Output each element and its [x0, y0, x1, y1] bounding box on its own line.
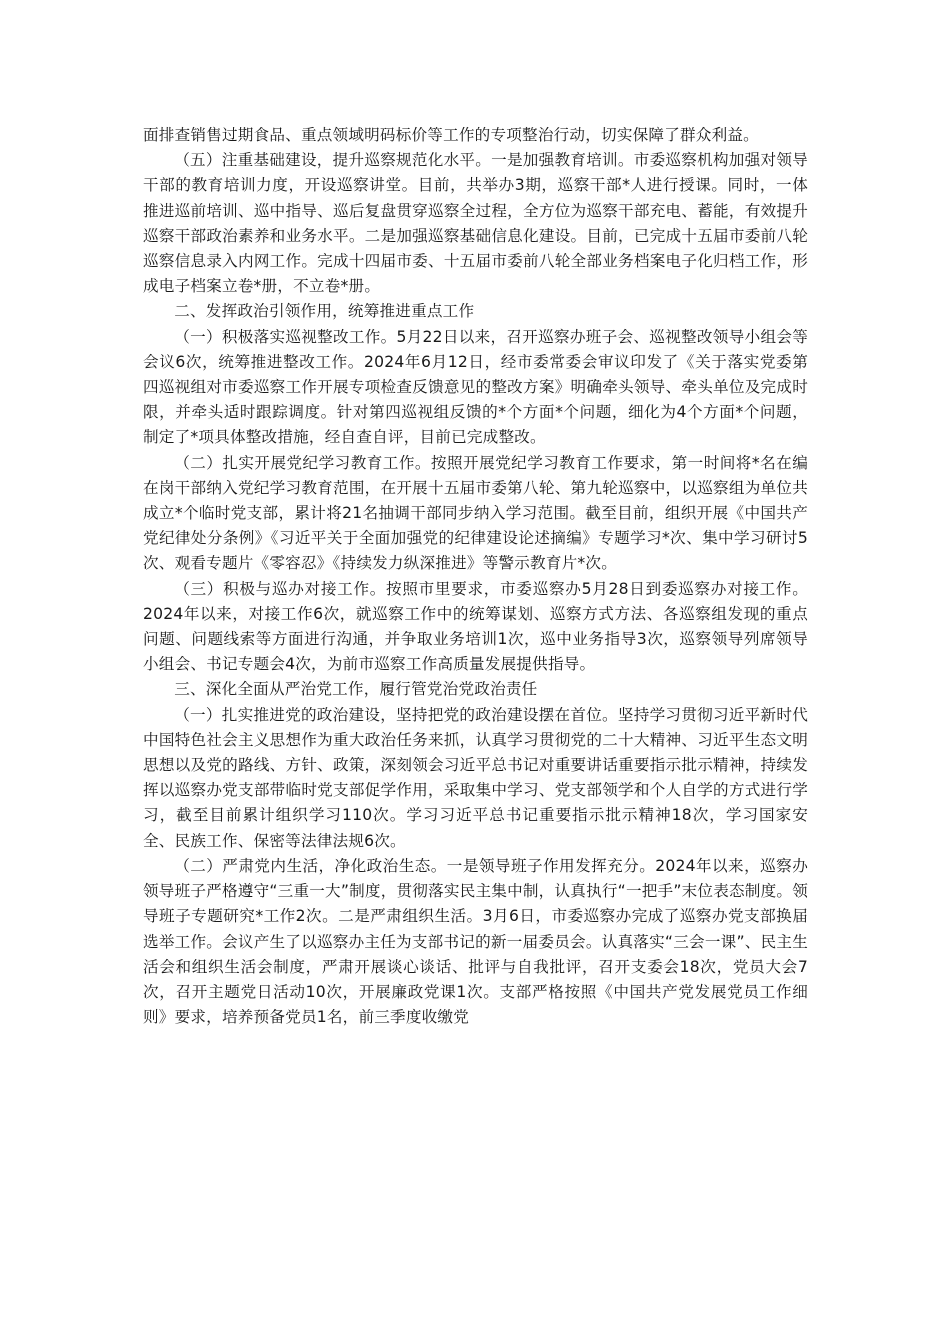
section-heading-2: 二、发挥政治引领作用，统筹推进重点工作: [174, 302, 475, 321]
paragraph-continuation: 面排查销售过期食品、重点领域明码标价等工作的专项整治行动，切实保障了群众利益。: [143, 126, 759, 144]
paragraph-liaison-work: （三）积极与巡办对接工作。按照市里要求，市委巡察办5月28日到委巡察办对接工作。2024年以来，对接工作6次，就巡察工作中的统筹谋划、巡察方式方法、各巡察组发现的重点问题、问题线索等方面进行沟通，并争取业务培训1次，巡中业务指导3次，巡察领导列席领导小组会、书记专题会4次，为前市巡察工作高质量发展提供指导。: [143, 579, 808, 674]
paragraph-discipline-education: （二）扎实开展党纪学习教育工作。按照开展党纪学习教育工作要求，第一时间将*名在编在岗干部纳入党纪学习教育范围，在开展十五届市委第八轮、第九轮巡察中，以巡察组为单位共成立*个临时党支部，累计将21名抽调干部同步纳入学习范围。截至目前，组织开展《中国共产党纪律处分条例》《习近平关于全面加强党的纪律建设论述摘编》专题学习*次、集中学习研讨5次、观看专题片《零容忍》《持续发力纵深推进》等警示教育片*次。: [143, 453, 808, 573]
paragraph-political-building: （一）扎实推进党的政治建设，坚持把党的政治建设摆在首位。坚持学习贯彻习近平新时代中国特色社会主义思想作为重大政治任务来抓，认真学习贯彻党的二十大精神、习近平生态文明思想以及党的路线、方针、政策，深刻领会习近平总书记对重要讲话重要指示批示精神，持续发挥以巡察办党支部带临时党支部促学作用，采取集中学习、党支部领学和个人自学的方式进行学习，截至目前累计组织学习110次。学习习近平总书记重要指示批示精神18次，学习国家安全、民族工作、保密等法律法规6次。: [143, 705, 808, 850]
section-heading-3: 三、深化全面从严治党工作，履行管党治党政治责任: [174, 680, 538, 699]
paragraph-party-life: （二）严肃党内生活，净化政治生态。一是领导班子作用发挥充分。2024年以来，巡察办领导班子严格遵守“三重一大”制度，贯彻落实民主集中制，认真执行“一把手”末位表态制度。领导班子专题研究*工作2次。二是严肃组织生活。3月6日，市委巡察办完成了巡察办党支部换届选举工作。会议产生了以巡察办主任为支部书记的新一届委员会。认真落实“三会一课”、民主生活会和组织生活会制度，严肃开展谈心谈话、批评与自我批评，召开支委会18次，党员大会7次，召开主题党日活动10次，开展廉政党课1次。支部严格按照《中国共产党发展党员工作细则》要求，培养预备党员1名，前三季度收缴党: [143, 856, 808, 1027]
paragraph-section-5-foundation: （五）注重基础建设，提升巡察规范化水平。一是加强教育培训。市委巡察机构加强对领导干部的教育培训力度，开设巡察讲堂。目前，共举办3期，巡察干部*人进行授课。同时，一体推进巡前培训、巡中指导、巡后复盘贯穿巡察全过程，全方位为巡察干部充电、蓄能，有效提升巡察干部政治素养和业务水平。二是加强巡察基础信息化建设。目前，已完成十五届市委前八轮巡察信息录入内网工作。完成十四届市委、十五届市委前八轮全部业务档案电子化归档工作，形成电子档案立卷*册，不立卷*册。: [143, 151, 808, 296]
document-body: [143, 123, 808, 1030]
paragraph-rectification: （一）积极落实巡视整改工作。5月22日以来，召开巡察办班子会、巡视整改领导小组会等会议6次，统筹推进整改工作。2024年6月12日，经市委常委会审议印发了《关于落实党委第四巡视组对市委巡察工作开展专项检查反馈意见的整改方案》明确牵头领导、牵头单位及完成时限，并牵头适时跟踪调度。针对第四巡视组反馈的*个方面*个问题，细化为4个方面*个问题，制定了*项具体整改措施，经自查自评，目前已完成整改。: [143, 327, 808, 447]
